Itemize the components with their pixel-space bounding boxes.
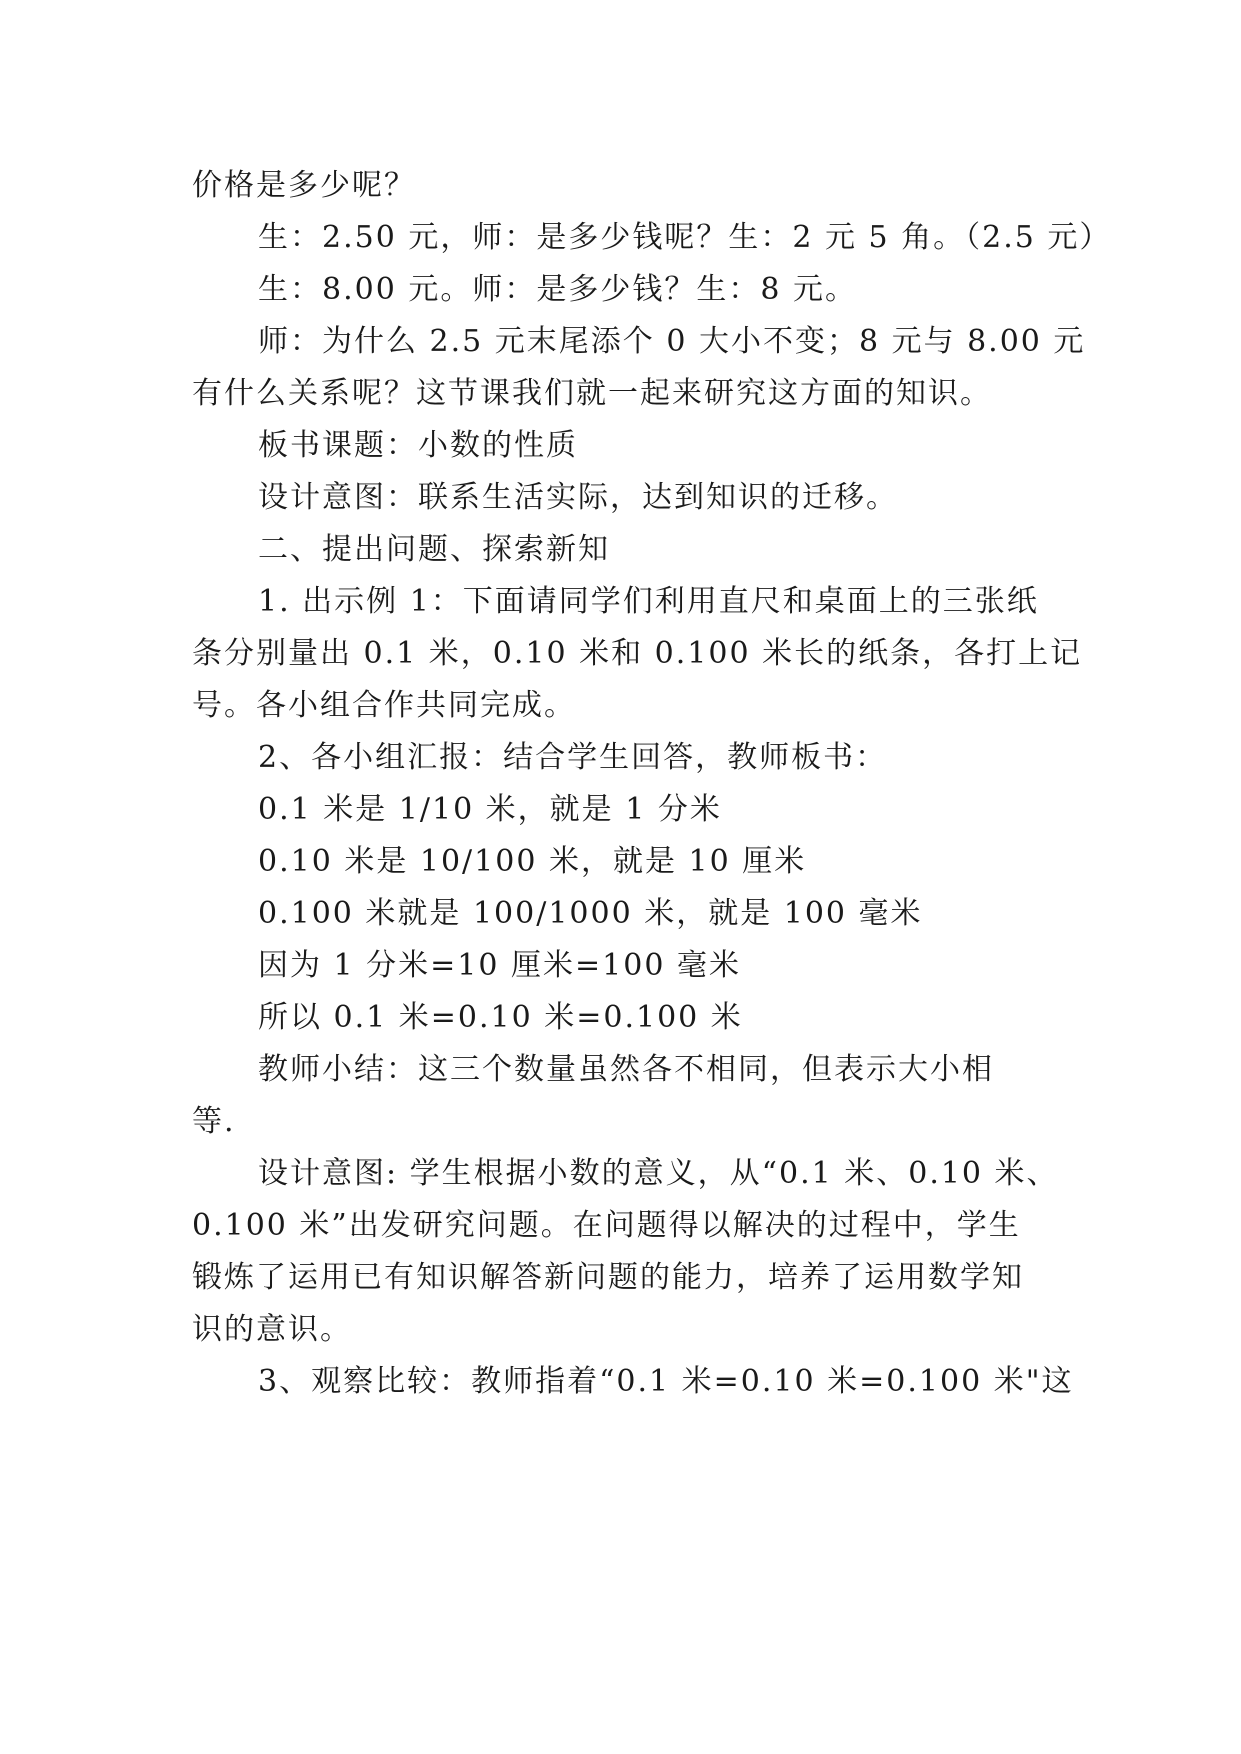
- text-line: 0.10 米是 10/100 米，就是 10 厘米: [258, 844, 807, 879]
- text-line: 教师小结：这三个数量虽然各不相同，但表示大小相: [258, 1052, 994, 1087]
- text-line: 价格是多少呢？: [192, 168, 416, 203]
- text-line: 3、观察比较：教师指着“0.1 米=0.10 米=0.100 米"这: [258, 1364, 1074, 1399]
- text-line: 2、各小组汇报：结合学生回答，教师板书：: [258, 740, 888, 775]
- text-line: 1. 出示例 1：下面请同学们利用直尺和桌面上的三张纸: [258, 584, 1039, 619]
- text-line: 0.1 米是 1/10 米，就是 1 分米: [258, 792, 722, 827]
- text-line: 师：为什么 2.5 元末尾添个 0 大小不变；8 元与 8.00 元: [258, 324, 1086, 359]
- text-line: 条分别量出 0.1 米，0.10 米和 0.100 米长的纸条，各打上记: [192, 636, 1083, 671]
- text-line: 识的意识。: [192, 1312, 352, 1347]
- text-line: 设计意图：联系生活实际，达到知识的迁移。: [258, 480, 898, 515]
- text-line: 等.: [192, 1104, 236, 1139]
- text-line: 锻炼了运用已有知识解答新问题的能力，培养了运用数学知: [192, 1260, 1024, 1295]
- text-line: 因为 1 分米=10 厘米=100 毫米: [258, 948, 741, 983]
- text-line: 设计意图: 学生根据小数的意义，从“0.1 米、0.10 米、: [258, 1156, 1059, 1191]
- section-heading: 二、提出问题、探索新知: [258, 532, 610, 567]
- text-line: 有什么关系呢？这节课我们就一起来研究这方面的知识。: [192, 376, 992, 411]
- text-line: 板书课题：小数的性质: [258, 428, 578, 463]
- text-line: 生：2.50 元，师：是多少钱呢？生：2 元 5 角。（2.5 元）: [258, 220, 1112, 255]
- text-line: 0.100 米就是 100/1000 米，就是 100 毫米: [258, 896, 923, 931]
- text-line: 号。各小组合作共同完成。: [192, 688, 576, 723]
- text-line: 0.100 米”出发研究问题。在问题得以解决的过程中，学生: [192, 1208, 1021, 1243]
- text-line: 所以 0.1 米=0.10 米=0.100 米: [258, 1000, 743, 1035]
- text-line: 生：8.00 元。师：是多少钱？生：8 元。: [258, 272, 857, 307]
